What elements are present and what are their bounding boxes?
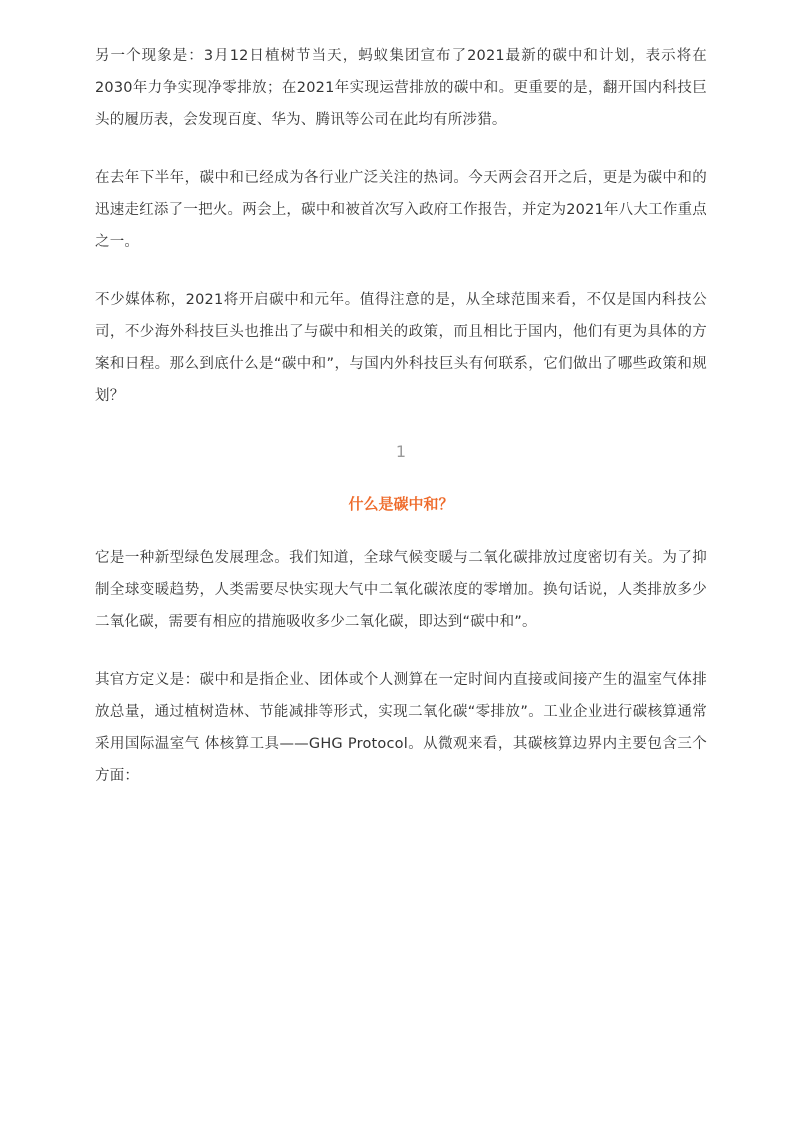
- article-body: [95, 40, 707, 792]
- paragraph-carbon-neutral-year: 不少媒体称，2021将开启碳中和元年。值得注意的是，从全球范围来看，不仅是国内科技公司，不少海外科技巨头也推出了与碳中和相关的政策，而且相比于国内，他们有更为具体的方案和日程。那么到底什么是“碳中和”，与国内外科技巨头有何联系，它们做出了哪些政策和规划？: [95, 292, 707, 404]
- paragraph-two-sessions: 在去年下半年，碳中和已经成为各行业广泛关注的热词。今天两会召开之后，更是为碳中和的迅速走红添了一把火。两会上，碳中和被首次写入政府工作报告，并定为2021年八大工作重点之一。: [95, 170, 707, 250]
- section-number: 1: [395, 442, 407, 461]
- paragraph-official-definition: 其官方定义是：碳中和是指企业、团体或个人测算在一定时间内直接或间接产生的温室气体排放总量，通过植树造林、节能减排等形式，实现二氧化碳“零排放”。工业企业进行碳核算通常采用国际温室气 体核算工具——GHG Protocol。从微观来看，其碳核算边界内主要包含三个方面：: [95, 672, 707, 784]
- section-title: 什么是碳中和？: [348, 495, 454, 513]
- paragraph-ant-group-plan: 另一个现象是：3月12日植树节当天，蚂蚁集团宣布了2021最新的碳中和计划，表示将在2030年力争实现净零排放；在2021年实现运营排放的碳中和。更重要的是，翻开国内科技巨头的履历表，会发现百度、华为、腾讯等公司在此均有所涉猎。: [95, 48, 707, 128]
- paragraph-concept: 它是一种新型绿色发展理念。我们知道，全球气候变暖与二氧化碳排放过度密切有关。为了抑制全球变暖趋势，人类需要尽快实现大气中二氧化碳浓度的零增加。换句话说，人类排放多少二氧化碳，需要有相应的措施吸收多少二氧化碳，即达到“碳中和”。: [95, 550, 707, 630]
